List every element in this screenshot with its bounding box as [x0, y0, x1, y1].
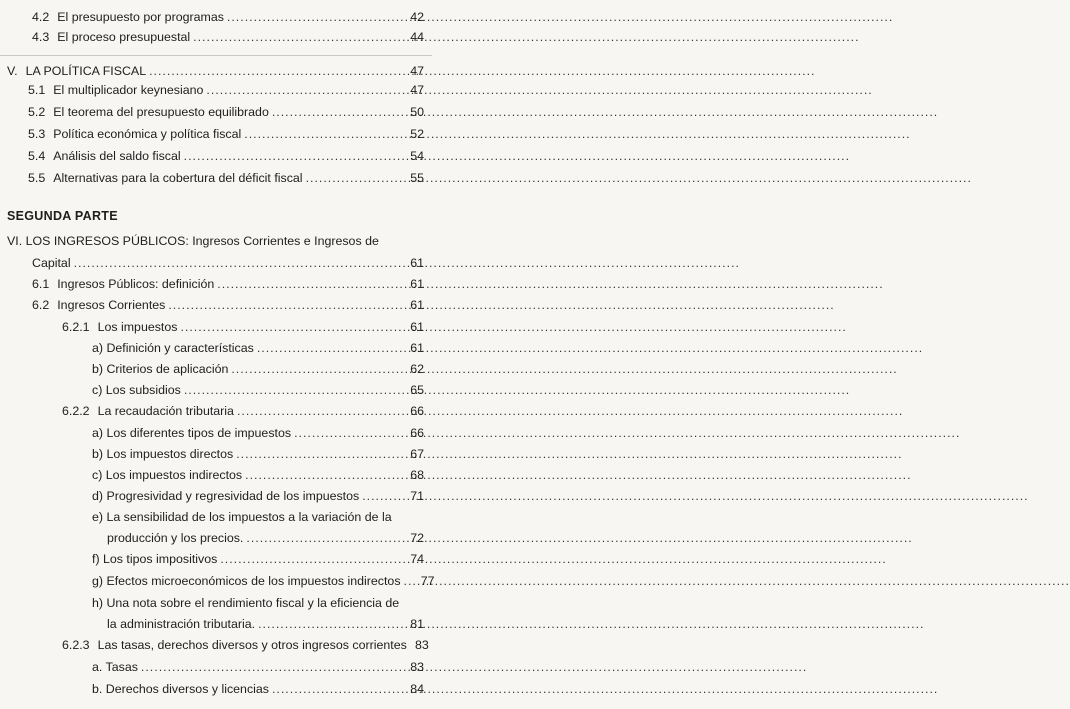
- entry-number: 4.3: [32, 30, 50, 44]
- entry-title: Las tasas, derechos diversos y otros ingresos corrientes: [97, 638, 407, 652]
- dot-leader: [217, 277, 399, 292]
- dot-leader: [184, 149, 399, 164]
- dot-leader: [258, 617, 399, 632]
- dot-leader: [272, 105, 399, 120]
- item-h-title-line2: la administración tributaria.: [107, 617, 256, 631]
- item-title: b) Criterios de aplicación: [92, 362, 229, 376]
- entry-title: Política económica y política fiscal: [53, 127, 242, 141]
- entry-title: El proceso presupuestal: [57, 30, 191, 44]
- dot-leader: [227, 10, 399, 25]
- item-page: 71: [410, 489, 424, 503]
- dot-leader: [141, 660, 399, 675]
- item-page: 81: [410, 617, 424, 631]
- item-page: 65: [410, 383, 424, 397]
- entry-number: 5.1: [28, 83, 46, 97]
- entry-title: Los impuestos: [97, 320, 178, 334]
- item-title: c) Los subsidios: [92, 383, 181, 397]
- dot-leader: [180, 320, 399, 335]
- item-page: 77: [420, 574, 435, 588]
- dot-leader: [231, 362, 399, 377]
- toc-item: [92, 341, 424, 356]
- toc-chapter-v: [7, 64, 424, 79]
- entry-page: 55: [410, 171, 424, 185]
- chapter-number: V.: [7, 64, 18, 78]
- dot-leader: [245, 468, 399, 483]
- item-title: a) Los diferentes tipos de impuestos: [92, 426, 292, 440]
- toc-item: [92, 383, 424, 398]
- chapter-vi-title-line1: VI. LOS INGRESOS PÚBLICOS: Ingresos Corrientes e Ingresos de: [7, 234, 379, 248]
- toc-item: [92, 468, 424, 483]
- dot-leader: [404, 574, 410, 589]
- entry-title: Alternativas para la cobertura del déficit fiscal: [53, 171, 303, 185]
- entry-number: 5.5: [28, 171, 46, 185]
- item-title: f) Los tipos impositivos: [92, 552, 218, 566]
- toc-entry-5-5: [28, 171, 424, 186]
- item-title: a) Definición y características: [92, 341, 254, 355]
- toc-chapter-vi: [32, 256, 424, 271]
- entry-title: El presupuesto por programas: [57, 10, 224, 24]
- toc-item: [92, 660, 424, 675]
- table-of-contents-page: [0, 0, 435, 709]
- entry-number: 6.2: [32, 298, 50, 312]
- entry-title: Análisis del saldo fiscal: [53, 149, 181, 163]
- entry-number: 4.2: [32, 10, 50, 24]
- dot-leader: [220, 552, 399, 567]
- toc-item: [92, 682, 424, 697]
- toc-item: [92, 362, 424, 377]
- entry-page: 44: [410, 30, 424, 44]
- dot-leader: [362, 489, 399, 504]
- item-title: b) Los impuestos directos: [92, 447, 234, 461]
- toc-item-f: [92, 552, 424, 567]
- item-page: 74: [410, 552, 424, 566]
- entry-title: La recaudación tributaria: [97, 404, 234, 418]
- toc-entry-5-3: [28, 127, 424, 142]
- toc-entry-4-2: [32, 10, 424, 25]
- toc-entry-6-2-2: [62, 404, 424, 419]
- toc-item: [92, 489, 424, 504]
- chapter-title: LA POLÍTICA FISCAL: [25, 64, 147, 78]
- dot-leader: [168, 298, 399, 313]
- entry-page: 54: [410, 149, 424, 163]
- entry-page: 66: [410, 404, 424, 418]
- dot-leader: [184, 383, 399, 398]
- toc-entry-4-3: [32, 30, 424, 45]
- item-e-title-line1: e) La sensibilidad de los impuestos a la variación de la: [92, 510, 392, 524]
- dot-leader: [74, 256, 399, 271]
- item-title: a. Tasas: [92, 660, 138, 674]
- dot-leader: [149, 64, 399, 79]
- entry-page: 61: [410, 277, 424, 291]
- entry-page: 52: [410, 127, 424, 141]
- toc-entry-6-2: [32, 298, 424, 313]
- toc-item-h: [107, 617, 424, 632]
- dot-leader: [236, 447, 399, 462]
- item-title: g) Efectos microeconómicos de los impuestos indirectos: [92, 574, 401, 588]
- item-page: 66: [410, 426, 424, 440]
- chapter-vi-title-line2: Capital: [32, 256, 71, 270]
- item-page: 83: [410, 660, 424, 674]
- dot-leader: [193, 30, 399, 45]
- dot-leader: [206, 83, 399, 98]
- chapter-page: 47: [410, 64, 424, 78]
- entry-page: 83: [415, 638, 429, 652]
- dot-leader: [244, 127, 399, 142]
- toc-item: [92, 447, 424, 462]
- toc-entry-5-4: [28, 149, 424, 164]
- toc-entry-5-2: [28, 105, 424, 120]
- dot-leader: [257, 341, 399, 356]
- entry-number: 6.2.2: [62, 404, 90, 418]
- entry-page: 50: [410, 105, 424, 119]
- dot-leader: [294, 426, 399, 441]
- dot-leader: [246, 531, 399, 546]
- divider: [0, 55, 432, 56]
- toc-item-e: [107, 531, 424, 546]
- entry-page: 42: [410, 10, 424, 24]
- toc-item: [92, 426, 424, 441]
- item-h-title-line1: h) Una nota sobre el rendimiento fiscal y la eficiencia de: [92, 596, 400, 610]
- item-page: 72: [410, 531, 424, 545]
- entry-page: 47: [410, 83, 424, 97]
- item-page: 67: [410, 447, 424, 461]
- item-page: 61: [410, 341, 424, 355]
- entry-number: 6.2.3: [62, 638, 90, 652]
- entry-page: 61: [410, 298, 424, 312]
- toc-entry-6-2-3: [62, 638, 429, 653]
- entry-number: 5.2: [28, 105, 46, 119]
- entry-number: 5.3: [28, 127, 46, 141]
- entry-title: El multiplicador keynesiano: [53, 83, 204, 97]
- item-page: 62: [410, 362, 424, 376]
- entry-number: 6.1: [32, 277, 50, 291]
- dot-leader: [306, 171, 399, 186]
- item-e-title-line2: producción y los precios.: [107, 531, 244, 545]
- chapter-page: 61: [410, 256, 424, 270]
- dot-leader: [272, 682, 399, 697]
- toc-entry-6-1: [32, 277, 424, 292]
- item-page: 84: [410, 682, 424, 696]
- entry-title: Ingresos Corrientes: [57, 298, 166, 312]
- entry-title: El teorema del presupuesto equilibrado: [53, 105, 269, 119]
- entry-number: 5.4: [28, 149, 46, 163]
- item-title: d) Progresividad y regresividad de los impuestos: [92, 489, 360, 503]
- toc-entry-6-2-1: [62, 320, 424, 335]
- entry-page: 61: [410, 320, 424, 334]
- part-heading: SEGUNDA PARTE: [7, 209, 118, 223]
- toc-item-g: [92, 574, 435, 589]
- item-page: 68: [410, 468, 424, 482]
- dot-leader: [237, 404, 399, 419]
- item-title: c) Los impuestos indirectos: [92, 468, 243, 482]
- entry-title: Ingresos Públicos: definición: [57, 277, 215, 291]
- item-title: b. Derechos diversos y licencias: [92, 682, 269, 696]
- toc-entry-5-1: [28, 83, 424, 98]
- entry-number: 6.2.1: [62, 320, 90, 334]
